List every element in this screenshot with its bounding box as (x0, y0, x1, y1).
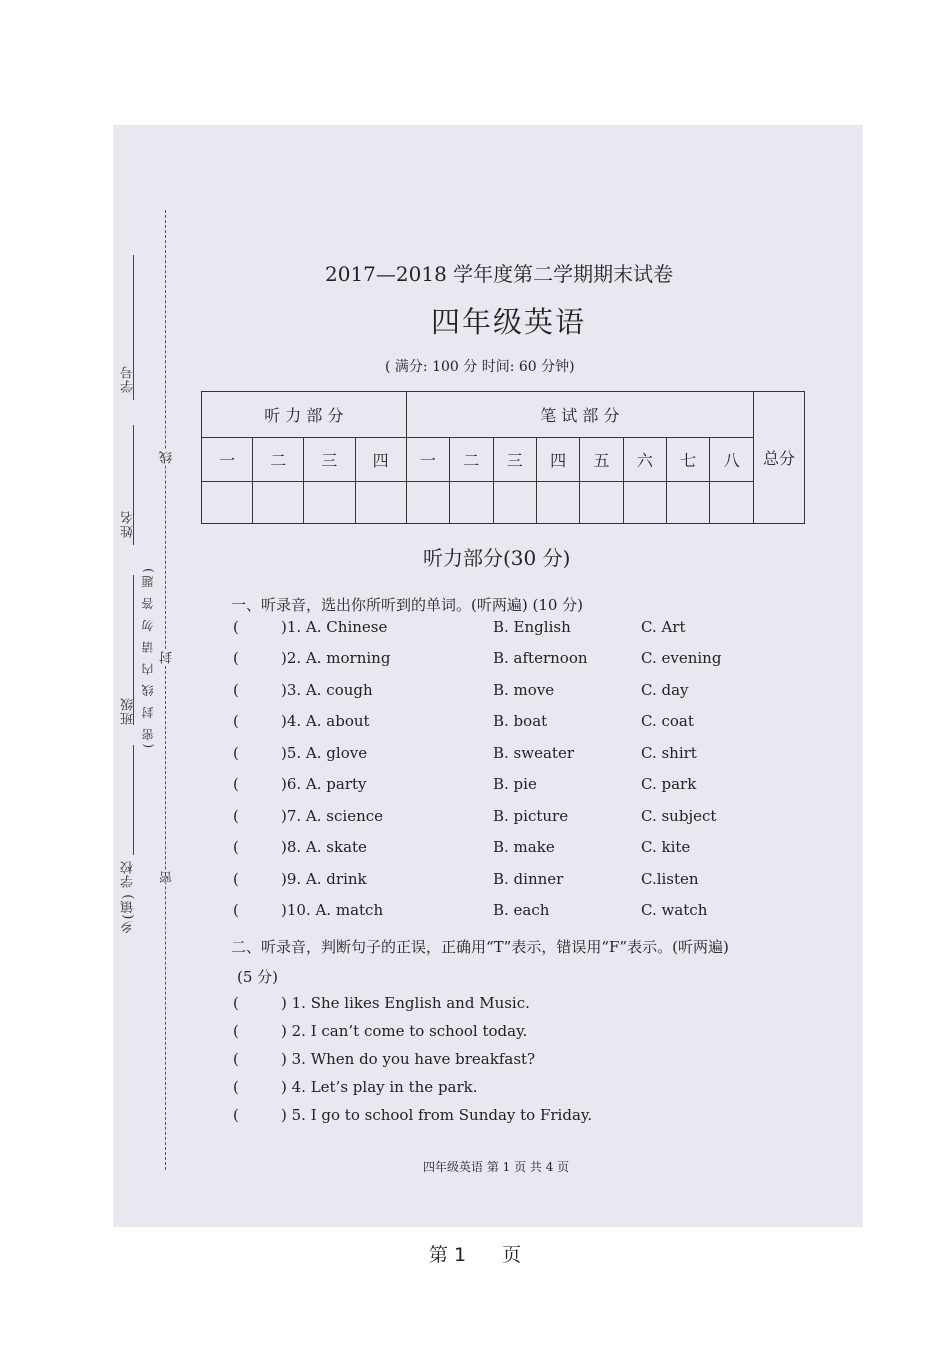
option-c: C. kite (641, 838, 691, 856)
score-cell[interactable] (710, 482, 754, 524)
score-cell[interactable] (450, 482, 493, 524)
score-table (201, 391, 805, 524)
listening-header: 听 力 部 分 (202, 392, 407, 438)
binding-note: (密 封 线 内 请 勿 答 题) (141, 565, 155, 749)
page-number-prefix: 第 1 (428, 1244, 467, 1266)
answer-paren[interactable]: ( (233, 870, 239, 888)
class-underline (133, 575, 135, 725)
judge-sentence: ) 5. I go to school from Sunday to Friday. (281, 1106, 593, 1124)
secret-marker: 密 (160, 870, 175, 884)
answer-paren[interactable]: ( (233, 744, 239, 762)
option-b: B. pie (493, 775, 537, 793)
option-b: B. dinner (493, 870, 564, 888)
total-header: 总分 (754, 392, 805, 524)
writing-col: 五 (580, 438, 623, 482)
option-b: B. sweater (493, 744, 574, 762)
option-c: C. park (641, 775, 697, 793)
option-c: C. watch (641, 901, 708, 919)
answer-paren[interactable]: ( (233, 618, 239, 636)
option-b: B. English (493, 618, 571, 636)
judge-sentence: ) 1. She likes English and Music. (281, 994, 530, 1012)
writing-col: 一 (406, 438, 449, 482)
writing-header: 笔 试 部 分 (406, 392, 753, 438)
score-time-info: ( 满分: 100 分 时间: 60 分钟) (385, 359, 575, 375)
answer-paren[interactable]: ( (233, 994, 239, 1012)
score-cell[interactable] (253, 482, 304, 524)
listening-col: 四 (355, 438, 406, 482)
option-a: )3. A. cough (281, 681, 373, 699)
score-cell[interactable] (623, 482, 666, 524)
score-cell[interactable] (202, 482, 253, 524)
page-number (0, 1240, 950, 1267)
option-a: )6. A. party (281, 775, 367, 793)
score-cell[interactable] (493, 482, 536, 524)
judge-sentence: ) 2. I can’t come to school today. (281, 1022, 528, 1040)
section2-heading: 二、听录音，判断句子的正误，正确用“T”表示，错误用“F”表示。(听两遍) (231, 938, 729, 956)
exam-year-title: 2017—2018 学年度第二学期期末试卷 (325, 262, 674, 286)
score-cell[interactable] (406, 482, 449, 524)
option-c: C. day (641, 681, 689, 699)
judge-sentence: ) 3. When do you have breakfast? (281, 1050, 536, 1068)
school-label: 乡(镇) 学校 (121, 860, 136, 934)
option-c: C. coat (641, 712, 694, 730)
writing-col: 四 (536, 438, 579, 482)
answer-paren[interactable]: ( (233, 1078, 239, 1096)
option-b: B. each (493, 901, 550, 919)
option-c: C. subject (641, 807, 717, 825)
line-marker: 线 (160, 450, 175, 464)
binding-dashed-line (165, 210, 166, 1170)
score-cell[interactable] (667, 482, 710, 524)
score-cell[interactable] (536, 482, 579, 524)
option-b: B. move (493, 681, 555, 699)
score-cell[interactable] (355, 482, 406, 524)
writing-col: 三 (493, 438, 536, 482)
name-underline (133, 425, 135, 545)
option-c: C. evening (641, 649, 722, 667)
answer-paren[interactable]: ( (233, 1050, 239, 1068)
student-number-label: 学号 (121, 365, 136, 393)
listening-col: 一 (202, 438, 253, 482)
section1-heading: 一、听录音，选出你所听到的单词。(听两遍) (10 分) (231, 596, 584, 614)
writing-col: 六 (623, 438, 666, 482)
option-c: C. shirt (641, 744, 697, 762)
answer-paren[interactable]: ( (233, 807, 239, 825)
answer-paren[interactable]: ( (233, 838, 239, 856)
option-a: )5. A. glove (281, 744, 368, 762)
school-underline (133, 745, 135, 855)
name-label: 姓名 (121, 510, 136, 538)
listening-col: 二 (253, 438, 304, 482)
answer-paren[interactable]: ( (233, 775, 239, 793)
page-number-suffix: 页 (502, 1244, 522, 1266)
option-a: )1. A. Chinese (281, 618, 388, 636)
answer-paren[interactable]: ( (233, 901, 239, 919)
writing-col: 七 (667, 438, 710, 482)
writing-col: 二 (450, 438, 493, 482)
answer-paren[interactable]: ( (233, 712, 239, 730)
exam-subject-title: 四年级英语 (431, 305, 587, 339)
option-c: C.listen (641, 870, 699, 888)
option-a: )7. A. science (281, 807, 384, 825)
listening-part-title: 听力部分(30 分) (423, 546, 571, 570)
writing-col: 八 (710, 438, 754, 482)
answer-paren[interactable]: ( (233, 649, 239, 667)
option-b: B. afternoon (493, 649, 588, 667)
option-b: B. picture (493, 807, 569, 825)
answer-paren[interactable]: ( (233, 1022, 239, 1040)
scanned-exam-page (113, 125, 863, 1227)
answer-paren[interactable]: ( (233, 1106, 239, 1124)
answer-paren[interactable]: ( (233, 681, 239, 699)
class-label: 班级 (121, 697, 136, 725)
option-b: B. make (493, 838, 555, 856)
option-a: )9. A. drink (281, 870, 367, 888)
seal-marker: 封 (160, 650, 175, 664)
option-a: )8. A. skate (281, 838, 367, 856)
student-number-underline (133, 255, 135, 400)
page-footer: 四年级英语 第 1 页 共 4 页 (423, 1160, 570, 1174)
option-c: C. Art (641, 618, 686, 636)
judge-sentence: ) 4. Let’s play in the park. (281, 1078, 478, 1096)
score-cell[interactable] (580, 482, 623, 524)
listening-col: 三 (304, 438, 355, 482)
score-cell[interactable] (304, 482, 355, 524)
option-b: B. boat (493, 712, 548, 730)
option-a: )2. A. morning (281, 649, 391, 667)
section2-points: (5 分) (237, 968, 279, 986)
option-a: )10. A. match (281, 901, 384, 919)
option-a: )4. A. about (281, 712, 370, 730)
